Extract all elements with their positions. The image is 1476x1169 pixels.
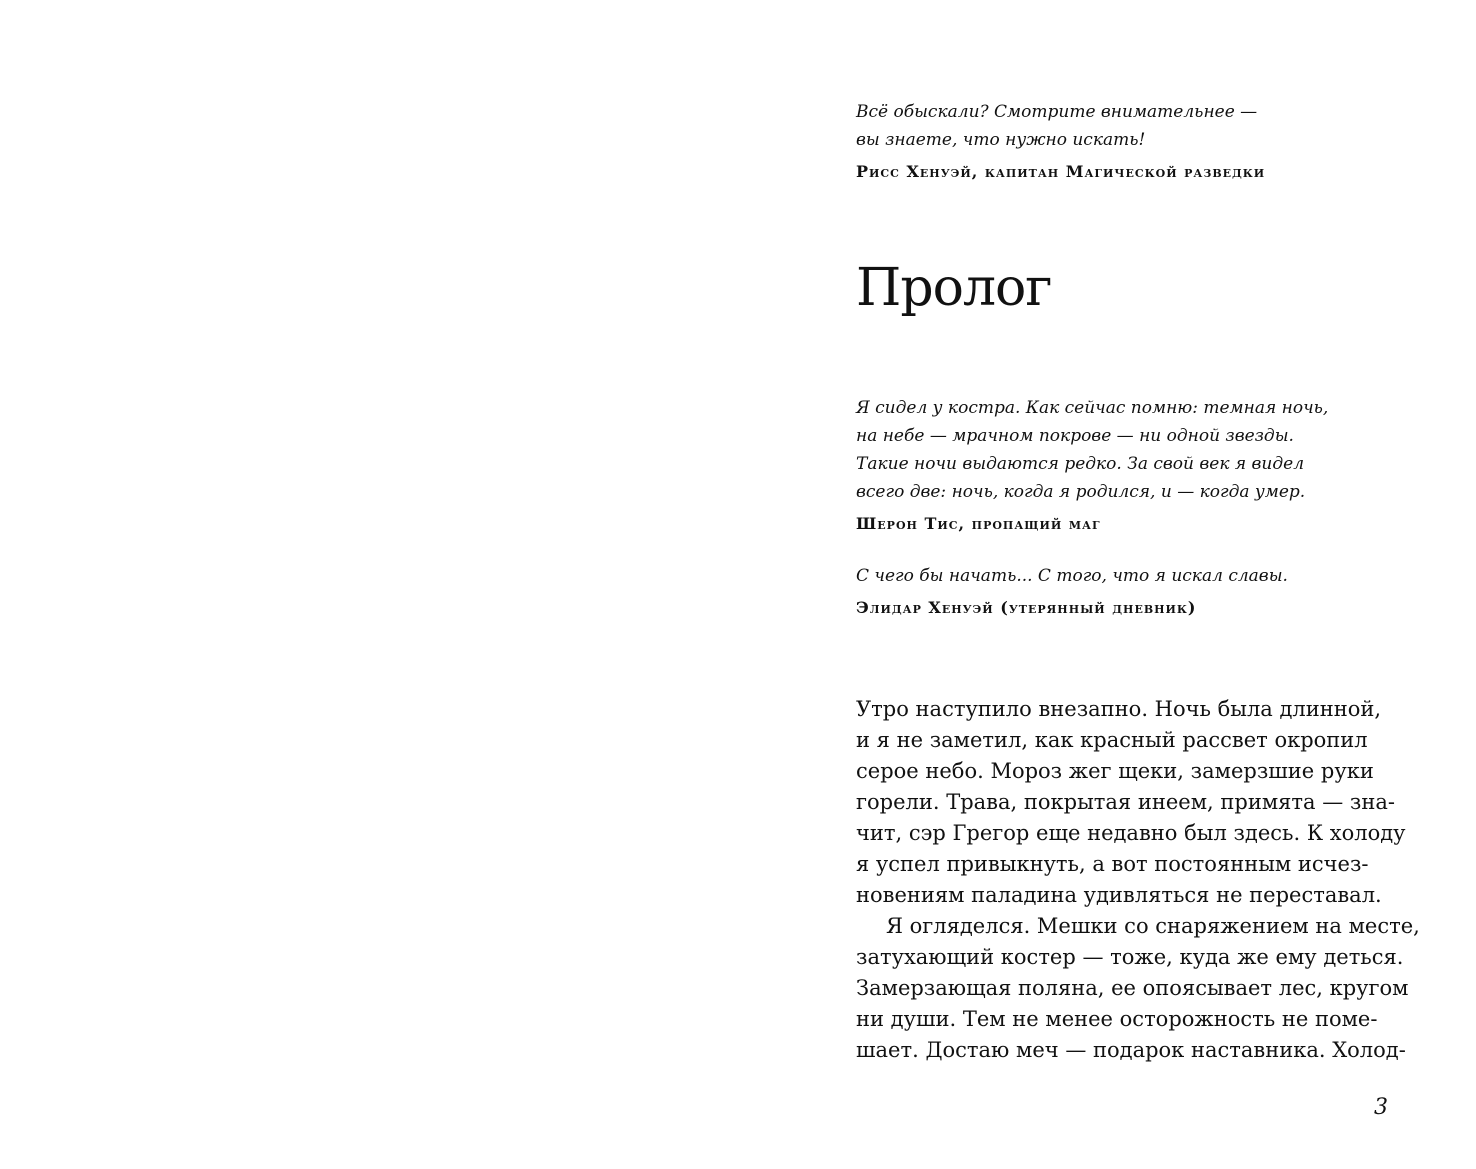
epigraph-2	[856, 394, 1366, 533]
epigraph-attribution: Шерон Тис, пропащий маг	[856, 514, 1101, 533]
body-line: затухающий костер — тоже, куда же ему деться.	[856, 945, 1404, 969]
body-line: шает. Достаю меч — подарок наставника. Холод-	[856, 1038, 1406, 1062]
epigraph-attribution: Рисс Хенуэй, капитан Магической разведки	[856, 162, 1266, 181]
epigraph-quote	[856, 98, 1366, 154]
body-line: Я огляделся. Мешки со снаряжением на месте,	[886, 914, 1420, 938]
body-line: ни души. Тем не менее осторожность не поме-	[856, 1007, 1378, 1031]
epigraph-3	[856, 562, 1366, 617]
epigraph-quote	[856, 394, 1366, 506]
body-line: серое небо. Мороз жег щеки, замерзшие руки	[856, 759, 1374, 783]
body-line: и я не заметил, как красный рассвет окропил	[856, 728, 1368, 752]
body-text	[856, 694, 1420, 1066]
body-line: горели. Трава, покрытая инеем, примята — зна-	[856, 790, 1395, 814]
body-line: чит, сэр Грегор еще недавно был здесь. К холоду	[856, 821, 1406, 845]
body-line: новениям паладина удивляться не переставал.	[856, 883, 1382, 907]
page-number: 3	[1374, 1095, 1388, 1120]
epigraph-line: Такие ночи выдаются редко. За свой век я видел	[856, 454, 1305, 474]
epigraph-line: всего две: ночь, когда я родился, и — когда умер.	[856, 482, 1306, 502]
epigraph-line: Я сидел у костра. Как сейчас помню: темная ночь,	[856, 398, 1329, 418]
body-line: Замерзающая поляна, ее опоясывает лес, кругом	[856, 976, 1409, 1000]
book-page-right	[856, 0, 1420, 1169]
epigraph-quote	[856, 562, 1366, 590]
epigraph-line: С чего бы начать... С того, что я искал славы.	[856, 566, 1288, 586]
chapter-title: Пролог	[856, 258, 1052, 318]
body-line: я успел привыкнуть, а вот постоянным исчез-	[856, 852, 1369, 876]
epigraph-line: Всё обыскали? Смотрите внимательнее —	[856, 102, 1258, 122]
epigraph-attribution: Элидар Хенуэй (утерянный дневник)	[856, 598, 1197, 617]
body-line: Утро наступило внезапно. Ночь была длинной,	[856, 697, 1382, 721]
epigraph-1	[856, 98, 1366, 181]
epigraph-line: на небе — мрачном покрове — ни одной звезды.	[856, 426, 1294, 446]
epigraph-line: вы знаете, что нужно искать!	[856, 130, 1146, 150]
